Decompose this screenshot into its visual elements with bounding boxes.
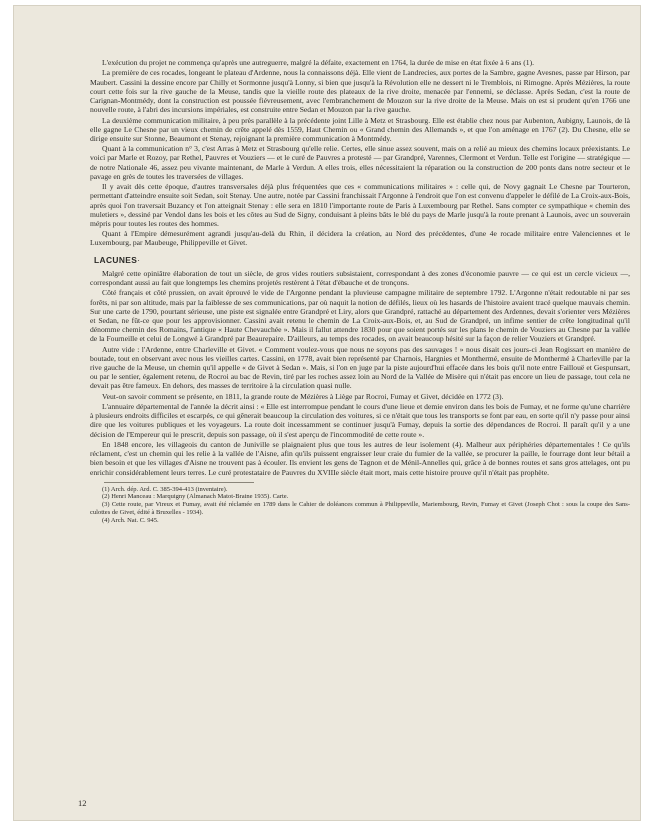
footnote: (1) Arch. dép. Ard. C. 385-394-413 (inventaire). xyxy=(102,485,228,493)
section-heading xyxy=(94,256,630,265)
paragraph: Quant à l'Empire démesurément agrandi jusqu'au-delà du Rhin, il décidera la création, au Nord des précédentes, d'une 4e rocade militaire entre Valenciennes et le Luxembourg, par Maubeuge, Philippeville et Givet. xyxy=(90,229,630,248)
paragraph: Quant à la communication n° 3, c'est Arras à Metz et Strasbourg qu'elle relie. Certes, elle sinue assez souvent, mais on a relié au mieux des chemins locaux préexistants. Le voici par Marle et Rozoy, par Rethel, Pauvres et Vouziers — et le curé de Pauvres a protesté — par Grandpré, Varennes, Clermont et Verdun. Telle est l'origine — stratégique — de notre Nationale 46, assez peu vivante maintenant, de Marle à Verdun. A elles trois, elles nécessitaient la réparation ou la construction de 200 ponts dans notre secteur et le pavage en grès de toutes les traversées de villages. xyxy=(90,144,630,181)
paragraph: En 1848 encore, les villageois du canton de Juniville se plaignaient plus que tous les autres de leur isolement (4). Malheur aux périphéries départementales ! Ce qu'ils réclament, c'est un chemin qui les relie à la vallée de l'Aisne, afin qu'ils puissent engraisser leur craie du fumier de la vallée, se procurer la paille, le fourrage dont leur bétail a bien besoin et que les villages d'Aisne ne trouvent pas à écouler. Ils envient les gens de Tagnon et de Ménil-Annelles qui, grâce à de bonnes routes et sans gros attelages, ont pu enrichir considérablement leurs terres. Le curé protestataire de Pauvres du XVIIIe siècle était mort, mais cette histoire prouve qu'il n'était pas prophète. xyxy=(90,440,630,477)
footnote: (3) Cette route, par Vireux et Fumay, avait été réclamée en 1789 dans le Cahier de doléances commun à Philippeville, Mariembourg, Revin, Fumay et Givet (Joseph Chot : sous la coupe des Sans-culottes de Givet, édité à Bruxelles - 1934). xyxy=(90,501,630,516)
paragraph: Côté français et côté prussien, on avait éprouvé le vide de l'Argonne pendant la pluvieuse campagne militaire de septembre 1792. L'Argonne n'était redoutable ni par ses forêts, ni par son altitude, mais par la faiblesse de ses communications, par où naquit la notion de défilés, lieux où les hasards de l'histoire avaient tracé quelque mauvais chemin. Sur une carte de 1790, pourtant sérieuse, une piste est signalée entre Grandpré et Liry, alors que Grandpré, rattaché au département des Ardennes, devait s'orienter vers Mézières et Sedan, ne fût-ce que pour les approvisionner. Cassini avait retenu le chemin de La Croix-aux-Bois, et, au Sud de Grandpré, un infime sentier de crête longitudinal qu'il dénomme chemin des Romains, l'antique « Haute Chevauchée ». Mais il fallut attendre 1830 pour que soient portés sur les plans le chemin de Vouziers au Chesne par la vallée de la Fourneille et celui de Longwé à Grandpré par Beaurepaire. D'ailleurs, au temps des rocades, on avait beaucoup hésité sur la façon de relier Vouziers et Grandpré. xyxy=(90,288,630,344)
footnote-divider xyxy=(104,482,254,483)
paragraph: L'exécution du projet ne commença qu'après une autreguerre, malgré la défaite, exactement en 1764, la durée de mise en état fixée à 6 ans (1). xyxy=(102,58,535,67)
paragraph: La deuxième communication militaire, à peu près parallèle à la précédente joint Lille à Metz et Strasbourg. Elle est établie chez nous par Aubenton, Aubigny, Launois, de là elle gagne Le Chesne par un vieux chemin de crête appelé dès 1559, Haut Chemin ou « Grand chemin des Allemands », et que l'on aménage en 1767 (2). Du Chesne, elle se dirige ensuite sur Stonne, Beaumont et Stenay, rejoignant la première communication à Montmédy. xyxy=(90,115,630,143)
paragraph: L'annuaire départemental de l'année la décrit ainsi : « Elle est interrompue pendant le cours d'une lieue et demie environ dans les bois de Fumay, et ne forme qu'une charrière à plusieurs endroits difficiles et escarpés, ce qui gênerait beaucoup la circulation des voitures, si ce n'était que tous les transports se font par eau, en sorte qu'il n'y passe pour ainsi dire que les voitures publiques et les voyageurs. La route doit incessamment se continuer jusqu'à Fumay, depuis la sortie des dépendances de Rocroi. Il paraît qu'il y a une décision de l'Empereur qui le prescrit, depuis son passage, où il s'est aperçu de l'incommodité de cette route ». xyxy=(90,402,631,439)
section-heading-text: LACUNES xyxy=(94,254,138,265)
footnote: (2) Henri Manceau : Marquigny (Almanach Matot-Braine 1935). Carte. xyxy=(102,493,289,501)
document-page xyxy=(14,6,640,820)
footnote: (4) Arch. Nat. C. 945. xyxy=(102,516,159,524)
section-heading-mark: · xyxy=(137,254,141,265)
paragraph: Veut-on savoir comment se présente, en 1811, la grande route de Mézières à Liège par Rocroi, Fumay et Givet, décidée en 1772 (3). xyxy=(102,391,504,401)
paragraph: La première de ces rocades, longeant le plateau d'Ardenne, nous la connaissons déjà. Elle vient de Landrecies, aux portes de la Sambre, gagne Avesnes, passe par Hirson, par Maubert. Cassini la dessine encore par Chilly et Sormonne jusqu'à Lonny, si bien que jusqu'à la Révolution elle ne dessert ni le Tremblois, ni Rimogne. Après Mézières, la route court cette fois sur la rive gauche de la Meuse, tandis que la vieille route des plateaux de la rive droite, menacée par l'ennemi, se déclasse. Après Sedan, c'est la route de Carignan-Montmédy, dont la construction est poussée fiévreusement, avec l'embranchement de Mouzon sur la rive droite de la Meuse. Mais on est si prudent qu'en 1766 une nouvelle route, à l'abri des incursions impériales, est construite entre Sedan et Mouzon par la rive gauche. xyxy=(90,68,630,115)
page-body xyxy=(90,58,630,524)
paragraph: Il y avait dès cette époque, d'autres transversales déjà plus fréquentées que ces « communications militaires » : celle qui, de Novy gagnait Le Chesne par Tourteron, permettant d'atteindre ensuite soit Sedan, soit Stenay. Une autre, notée par Cassini franchissait l'Argonne à l'endroit que l'on est convenu d'appeler le défilé de La Croix-aux-Bois, après quoi l'on traversait Buzancy et l'on atteignait Stenay : elle sera en 1810 l'importante route de Paris à Luxembourg par Rethel. Sans compter ce sympathique « chemin des muletiers », dessiné par Vendol dans les bois et les côtes au Sud de Signy, conduisant à pleins bâts le blé du pays de Marle jusqu'à la route prenant à Launois, avec un souverain mépris pour toutes les routes des hommes. xyxy=(90,182,630,228)
paragraph: Malgré cette opiniâtre élaboration de tout un siècle, de gros vides routiers subsistaient, correspondant à des zones d'économie pauvre — ce qui est un cercle vicieux —, correspondant aussi au fait que longtemps les chemins projetés restèrent à l'état d'ébauche et de tronçons. xyxy=(90,268,630,287)
paragraph: Autre vide : l'Ardenne, entre Charleville et Givet. « Comment voulez-vous que nous ne soyons pas des sauvages ! » nous disait ces jours-ci Jean Rogissart en manière de boutade, tout en observant avec nous les vieilles cartes. Cassini, en 1778, avait bien représenté par Charnois, Hargnies et Monthermé, ensuite de Monthermé à Charleville par la rive gauche de la Meuse, un chemin qu'il appelle « de Givet à Sedan ». Mais, si l'on en juge par la piste aujourd'hui effacée dans les bois qu'il note entre Faillouë et Gespunsart, ou par le sentier, également retenu, de Rocroi au bac de Revin, tiré par les roches assez loin au Nord de la Vallée de Misère qui n'était pas encore un lieu de passage, tout cela ne devait pas être fameux. En dehors, des masses de territoire à la circulation quasi nulle. xyxy=(90,344,630,391)
footnotes xyxy=(90,482,630,525)
page-number: 12 xyxy=(78,798,87,808)
